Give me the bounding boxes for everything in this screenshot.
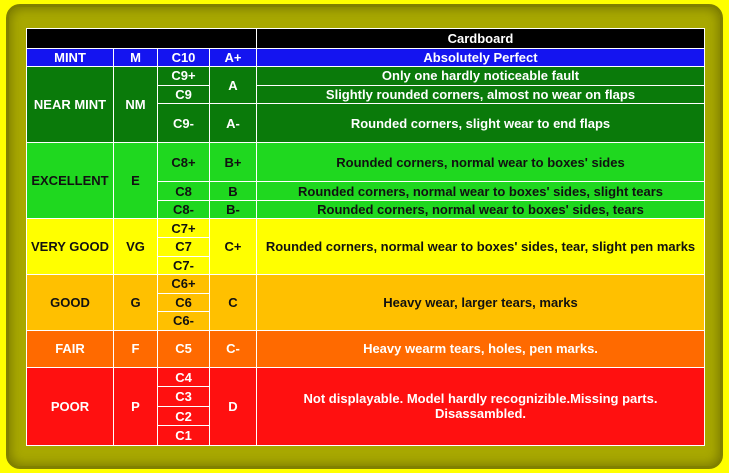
letter-b: B — [210, 182, 257, 201]
grade-very-good: VERY GOOD — [27, 219, 114, 275]
grade-mint: MINT — [27, 48, 114, 67]
code-c6-plus: C6+ — [158, 275, 210, 294]
code-c6: C6 — [158, 293, 210, 312]
desc-very-good: Rounded corners, normal wear to boxes' sides, tear, slight pen marks — [257, 219, 705, 275]
abbr-fair: F — [114, 330, 158, 367]
letter-a: A — [210, 67, 257, 104]
table-row-near-mint-1 — [27, 67, 705, 86]
table-row-mint — [27, 48, 705, 67]
letter-c-minus: C- — [210, 330, 257, 367]
table-row-very-good-1 — [27, 219, 705, 238]
abbr-very-good: VG — [114, 219, 158, 275]
code-c8: C8 — [158, 182, 210, 201]
letter-c-plus: C+ — [210, 219, 257, 275]
header-cardboard: Cardboard — [257, 29, 705, 49]
code-c6-minus: C6- — [158, 312, 210, 331]
abbr-near-mint: NM — [114, 67, 158, 143]
table-row-fair — [27, 330, 705, 367]
code-c10: C10 — [158, 48, 210, 67]
desc-good: Heavy wear, larger tears, marks — [257, 275, 705, 331]
code-c8-minus: C8- — [158, 200, 210, 219]
desc-mint: Absolutely Perfect — [257, 48, 705, 67]
code-c9-minus: C9- — [158, 104, 210, 143]
abbr-mint: M — [114, 48, 158, 67]
code-c4: C4 — [158, 367, 210, 387]
code-c9: C9 — [158, 85, 210, 104]
letter-a-minus: A- — [210, 104, 257, 143]
code-c3: C3 — [158, 387, 210, 407]
table-row-poor-1 — [27, 367, 705, 387]
code-c2: C2 — [158, 406, 210, 426]
code-c7-plus: C7+ — [158, 219, 210, 238]
letter-b-plus: B+ — [210, 143, 257, 182]
letter-a-plus: A+ — [210, 48, 257, 67]
desc-near-mint-1: Only one hardly noticeable fault — [257, 67, 705, 86]
desc-near-mint-3: Rounded corners, slight wear to end flaps — [257, 104, 705, 143]
table-row-good-1 — [27, 275, 705, 294]
grade-fair: FAIR — [27, 330, 114, 367]
letter-b-minus: B- — [210, 200, 257, 219]
code-c1: C1 — [158, 426, 210, 446]
code-c8-plus: C8+ — [158, 143, 210, 182]
desc-excellent-2: Rounded corners, normal wear to boxes' sides, slight tears — [257, 182, 705, 201]
code-c7-minus: C7- — [158, 256, 210, 275]
letter-d: D — [210, 367, 257, 445]
desc-poor: Not displayable. Model hardly recognizible.Missing parts. Disassambled. — [257, 367, 705, 445]
code-c7: C7 — [158, 238, 210, 257]
grade-good: GOOD — [27, 275, 114, 331]
code-c5: C5 — [158, 330, 210, 367]
grade-poor: POOR — [27, 367, 114, 445]
grading-table — [26, 28, 705, 446]
table-row-excellent-1 — [27, 143, 705, 182]
desc-fair: Heavy wearm tears, holes, pen marks. — [257, 330, 705, 367]
grade-near-mint: NEAR MINT — [27, 67, 114, 143]
code-c9-plus: C9+ — [158, 67, 210, 86]
abbr-good: G — [114, 275, 158, 331]
desc-excellent-1: Rounded corners, normal wear to boxes' sides — [257, 143, 705, 182]
abbr-poor: P — [114, 367, 158, 445]
abbr-excellent: E — [114, 143, 158, 219]
header-row — [27, 29, 705, 49]
header-blank — [27, 29, 257, 49]
desc-near-mint-2: Slightly rounded corners, almost no wear on flaps — [257, 85, 705, 104]
desc-excellent-3: Rounded corners, normal wear to boxes' sides, tears — [257, 200, 705, 219]
letter-c: C — [210, 275, 257, 331]
grade-excellent: EXCELLENT — [27, 143, 114, 219]
